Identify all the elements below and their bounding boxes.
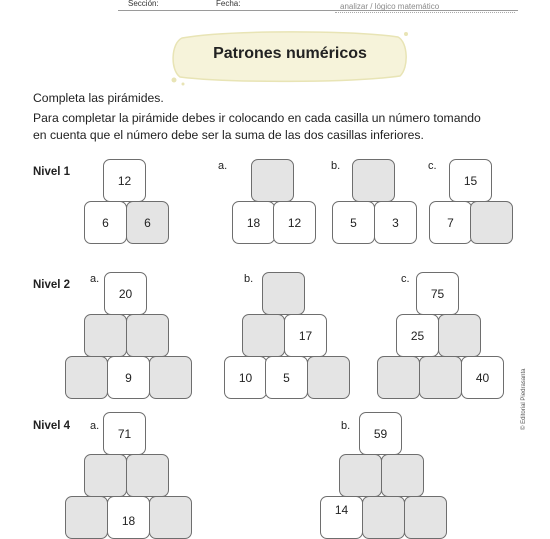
n2-a-bot-left-cell[interactable] [65,356,108,399]
instruction-line-3: en cuenta que el número debe ser la suma de las dos casillas inferiores. [33,128,424,142]
n2-c-mid-right-cell[interactable] [438,314,481,357]
n2-c-bot-right-cell: 40 [461,356,504,399]
n2-b-mid-right-cell: 17 [284,314,327,357]
instruction-line-2: Para completar la pirámide debes ir colocando en cada casilla un número tomando [33,111,481,125]
level-1-label: Nivel 1 [33,166,71,178]
n1-b-right-cell: 3 [374,201,417,244]
page-title: Patrones numéricos [213,45,367,62]
n2-c-bot-left-cell[interactable] [377,356,420,399]
n4-a-row3-mid-value: 18 [121,514,136,528]
n1-a-top-cell[interactable] [251,159,294,202]
n4-b-row3-left-value: 14 [334,502,349,517]
n1-letter-c: c. [428,160,437,172]
n2-letter-b: b. [244,273,254,285]
n2-b-mid-left-cell[interactable] [242,314,285,357]
n1-letter-b: b. [331,160,341,172]
n4-b-row3-mid-cell[interactable] [362,496,405,539]
n4-letter-a: a. [90,420,100,432]
n1-letter-a: a. [218,160,228,172]
n4-letter-b: b. [341,420,351,432]
n2-a-mid-right-cell[interactable] [126,314,169,357]
n2-b-bot-mid-cell: 5 [265,356,308,399]
n1-c-right-cell[interactable] [470,201,513,244]
title-banner [168,28,412,86]
date-label: Fecha: [216,0,241,8]
section-label: Sección: [128,0,159,8]
n4-b-top-cell: 59 [359,412,402,455]
n1-a-right-cell: 12 [273,201,316,244]
n1-example-left-cell: 6 [84,201,127,244]
level-2-label: Nivel 2 [33,279,71,291]
n1-b-top-cell[interactable] [352,159,395,202]
n4-b-row2-right-cell[interactable] [381,454,424,497]
n2-b-bot-left-cell: 10 [224,356,267,399]
n4-b-row3-left-cell [320,496,363,539]
n2-c-bot-mid-cell[interactable] [419,356,462,399]
level-4-label: Nivel 4 [33,420,71,432]
n4-a-row2-right-cell[interactable] [126,454,169,497]
n1-example-top-cell: 12 [103,159,146,202]
n1-a-left-cell: 18 [232,201,275,244]
n4-a-top-cell: 71 [103,412,146,455]
n2-c-top-cell: 75 [416,272,459,315]
n2-letter-a: a. [90,273,100,285]
n2-a-bot-right-cell[interactable] [149,356,192,399]
publisher-credit: © Editorial Piedrasanta [521,368,527,430]
n2-a-top-cell: 20 [104,272,147,315]
n1-c-top-cell: 15 [449,159,492,202]
n2-c-mid-left-cell: 25 [396,314,439,357]
n1-c-left-cell: 7 [429,201,472,244]
n2-b-bot-right-cell[interactable] [307,356,350,399]
n2-a-bot-mid-cell: 9 [107,356,150,399]
instruction-line-1: Completa las pirámides. [33,91,164,105]
n2-b-top-cell[interactable] [262,272,305,315]
n4-b-row2-left-cell[interactable] [339,454,382,497]
header-line [118,10,518,11]
n2-a-mid-left-cell[interactable] [84,314,127,357]
header-dotted-line [335,12,515,13]
n4-a-row3-mid-cell [107,496,150,539]
n4-a-row3-left-cell[interactable] [65,496,108,539]
n4-a-row3-right-cell[interactable] [149,496,192,539]
n1-b-left-cell: 5 [332,201,375,244]
skill-text: analizar / lógico matemático [340,2,440,11]
n4-b-row3-right-cell[interactable] [404,496,447,539]
n4-a-row2-left-cell[interactable] [84,454,127,497]
n1-example-right-cell: 6 [126,201,169,244]
n2-letter-c: c. [401,273,410,285]
